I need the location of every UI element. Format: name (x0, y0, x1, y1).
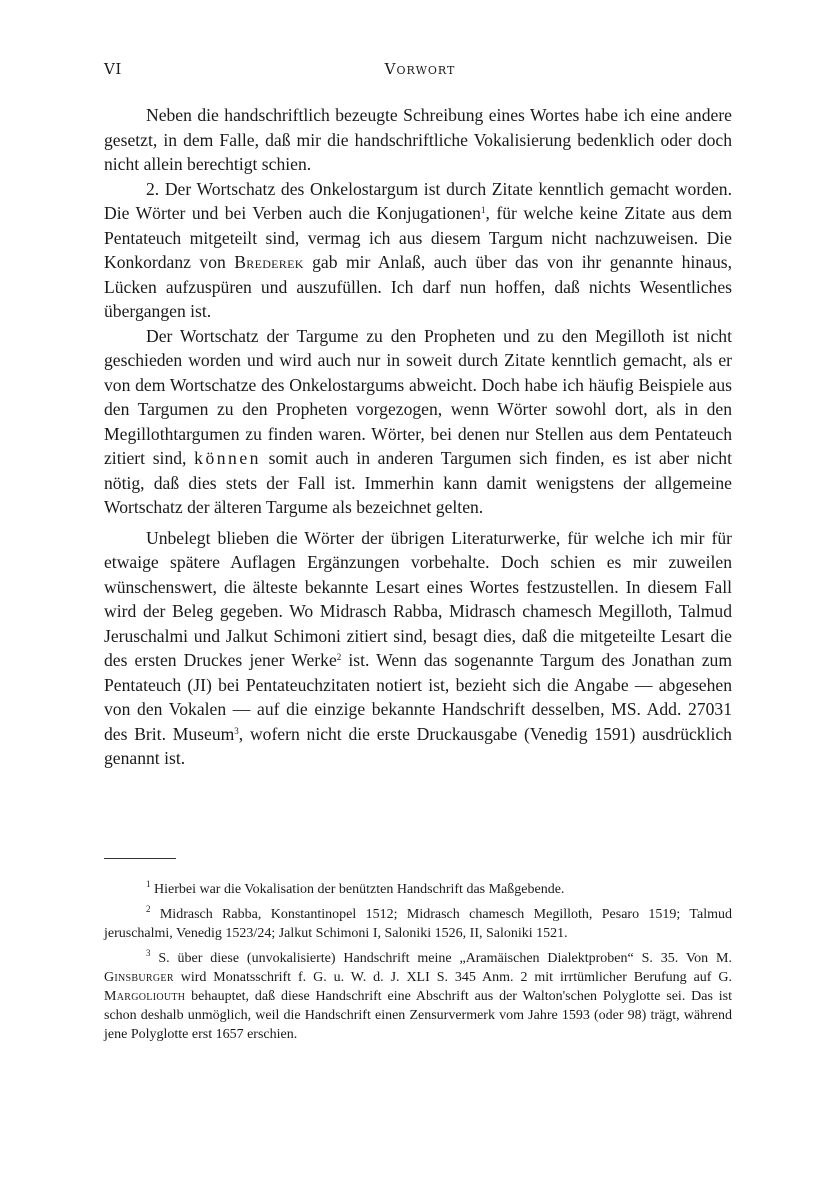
author-name: Margoliouth (104, 989, 186, 1004)
paragraph-4: Unbelegt blieben die Wörter der übrigen Literaturwerke, für welche ich mir für etwaige spätere Auflagen Ergänzungen vorbehalte. Doch schien es mir zuweilen wünschenswert, die älteste bekannte Lesart eines Wortes festzustellen. In diesem Fall wird der Beleg gegeben. Wo Midrasch Rabba, Midrasch chamesch Megilloth, Talmud Jeruschalmi und Jalkut Schimoni zitiert sind, besagt dies, daß die mitgeteilte Lesart die des ersten Druckes jener Werke$^2$ ist. Wenn das sogenannte Targum des Jonathan zum Pentateuch (JI) bei Pentateuchzitaten notiert ist, bezieht sich die Angabe — abgesehen von den Vokalen — auf die einzige bekannte Handschrift desselben, MS. Add. 27031 des Brit. Museum$^3$, wofern nicht die erste Druckausgabe (Venedig 1591) ausdrücklich genannt ist. (104, 527, 732, 768)
footnote-ref-2[interactable]: 2 (336, 652, 342, 662)
footnote-1: $^1$ Hierbei war die Vokalisation der benützten Handschrift das Maßgebende. (146, 879, 565, 897)
footnotes (104, 880, 732, 1050)
footnote-ref-1[interactable]: 1 (480, 205, 486, 215)
author-name: Brederek (234, 252, 304, 272)
paragraph-2: 2. Der Wortschatz des Onkelostargum ist durch Zitate kenntlich gemacht worden. Die Wörter und bei Verben auch die Konjugationen$^1$, für welche keine Zitate aus dem Pentateuch mitgeteilt sind, vermag ich aus diesem Targum nicht nachzuweisen. Die Konkordanz von Brederek gab mir Anlaß, auch über das von ihr genannte hinaus, Lücken aufzuspüren und auszufüllen. Ich darf nun hoffen, daß nichts Wesentliches übergangen ist. (104, 178, 733, 321)
paragraph-3: Der Wortschatz der Targume zu den Propheten und zu den Megilloth ist nicht geschieden worden und wird auch nur in soweit durch Zitate kenntlich gemacht, als er von dem Wortschatze des Onkelostargums abweicht. Doch habe ich häufig Beispiele aus den Targumen zu den Propheten vorgezogen, wenn Wörter sowohl dort, als in den Megillothtargumen zu finden waren. Wörter, bei denen nur Stellen aus dem Pentateuch zitiert sind, können somit auch in anderen Targumen sich finden, es ist aber nicht nötig, daß dies stets der Fall ist. Immerhin kann damit wenigstens der allgemeine Wortschatz der älteren Targume als bezeichnet gelten. (104, 325, 732, 517)
page-number: VI (104, 60, 122, 78)
emphasis: können (194, 448, 261, 468)
footnote-3: $^3$ S. über diese (unvokalisierte) Handschrift meine „Aramäischen Dialektproben“ S. 35. Von M. Ginsburger wird Monatsschrift f. G. u. W. d. J. XLI S. 345 Anm. 2 mit irrtümlicher Berufung auf G. Margoliouth behauptet, daß diese Handschrift eine Abschrift aus der Walton'schen Polyglotte sei. Das ist schon deshalb unmöglich, weil die Handschrift einen Zensurvermerk vom Jahre 1593 (oder 98) trägt, während jene Polyglotte erst 1657 erschien. (104, 948, 732, 1042)
footnote-ref-3[interactable]: 3 (234, 725, 239, 736)
paragraph-1: Neben die handschriftlich bezeugte Schreibung eines Wortes habe ich eine andere gesetzt, in dem Falle, daß mir die handschriftliche Vokalisierung bedenklich oder doch nicht allein berechtigt schien. (104, 105, 732, 174)
author-name: Ginsburger (104, 970, 174, 985)
footnote-2: $^2$ Midrasch Rabba, Konstantinopel 1512; Midrasch chamesch Megilloth, Pesaro 1519; Talmud jeruschalmi, Venedig 1523/24; Jalkut Schimoni I, Saloniki 1526, II, Saloniki 1521. (104, 904, 732, 941)
footnote-rule (104, 858, 176, 859)
main-text (104, 103, 732, 771)
running-header: Vorwort (384, 60, 456, 78)
